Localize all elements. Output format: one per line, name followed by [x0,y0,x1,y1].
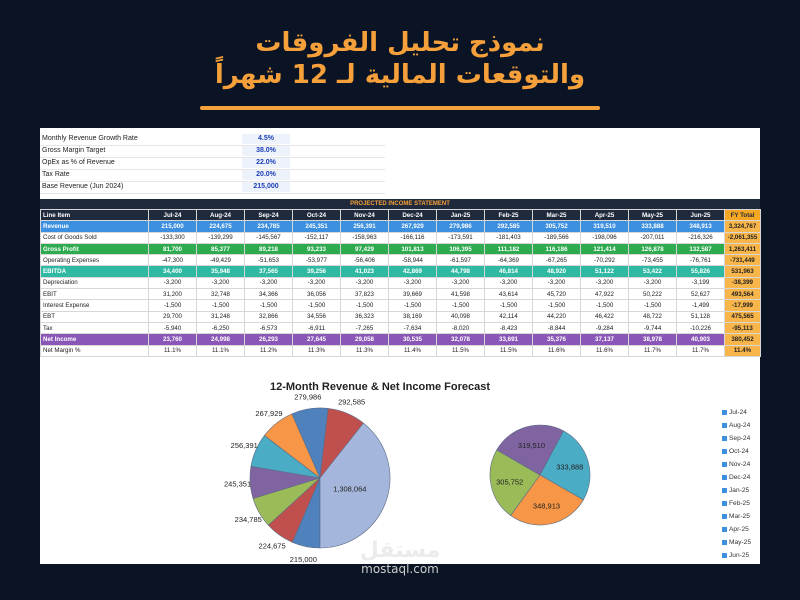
table-cell[interactable]: 51,122 [581,266,629,277]
legend-swatch [722,436,727,441]
table-cell[interactable]: 48,722 [629,311,677,322]
table-cell[interactable]: 31,200 [149,289,197,300]
legend-item [722,406,751,419]
table-cell[interactable]: -51,653 [245,255,293,266]
table-cell[interactable]: 52,627 [677,289,725,300]
page-title-line-1: نموذج تحليل الفروقات [255,28,545,58]
table-cell[interactable]: 11.2% [245,345,293,356]
table-cell[interactable]: 42,114 [485,311,533,322]
legend-item [722,523,751,536]
month-header: Jul-24 [149,210,197,221]
table-cell[interactable]: 51,128 [677,311,725,322]
legend-swatch [722,462,727,467]
table-cell[interactable]: 34,556 [293,311,341,322]
month-header: Jun-25 [677,210,725,221]
legend-label: Apr-25 [729,526,749,533]
legend-swatch [722,423,727,428]
legend-label: Oct-24 [729,448,749,455]
pie-slice-label: 333,888 [556,462,584,472]
row-label: Revenue [41,221,149,232]
table-cell[interactable]: 126,878 [629,243,677,254]
table-cell[interactable]: -67,265 [533,255,581,266]
table-cell[interactable]: 34,400 [149,266,197,277]
legend-label: Jan-25 [729,487,750,494]
table-cell[interactable]: 279,986 [437,221,485,232]
table-cell[interactable]: 34,366 [245,289,293,300]
table-cell[interactable]: 333,888 [629,221,677,232]
table-cell[interactable]: 97,429 [341,243,389,254]
table-cell[interactable]: 89,218 [245,243,293,254]
legend-item [722,432,751,445]
table-cell[interactable]: 33,691 [485,334,533,345]
assumption-label: Monthly Revenue Growth Rate [42,135,138,142]
month-header: Nov-24 [341,210,389,221]
fy-total-cell[interactable]: 11.4% [725,345,761,356]
table-cell[interactable]: 29,058 [341,334,389,345]
table-cell[interactable]: 43,614 [485,289,533,300]
table-cell[interactable]: -173,591 [437,232,485,243]
pie-slice-label: 224,675 [258,541,286,551]
table-cell[interactable]: -1,500 [197,300,245,311]
table-cell[interactable]: 45,720 [533,289,581,300]
month-header: Sep-24 [245,210,293,221]
table-cell[interactable]: 41,598 [437,289,485,300]
table-cell[interactable]: -3,200 [341,277,389,288]
table-cell[interactable]: 39,256 [293,266,341,277]
fy-total-cell[interactable]: 1,263,411 [725,243,761,254]
table-cell[interactable]: -139,299 [197,232,245,243]
assumption-label: Tax Rate [42,171,70,178]
table-cell[interactable]: 11.6% [533,345,581,356]
page-title-line-2: والتوقعات المالية لـ 12 شهراً [214,60,586,90]
table-cell[interactable]: -7,634 [389,322,437,333]
month-header: Jan-25 [437,210,485,221]
table-cell[interactable]: 224,675 [197,221,245,232]
fy-total-cell[interactable]: -38,399 [725,277,761,288]
table-cell[interactable]: -9,284 [581,322,629,333]
legend-item [722,458,751,471]
table-cell[interactable]: -1,500 [245,300,293,311]
table-cell[interactable]: 11.5% [437,345,485,356]
legend-swatch [722,488,727,493]
spreadsheet [40,128,760,564]
row-label: Cost of Goods Sold [41,232,149,243]
table-cell[interactable]: -56,406 [341,255,389,266]
legend-swatch [722,475,727,480]
row-label: Operating Expenses [41,255,149,266]
table-cell[interactable]: 215,000 [149,221,197,232]
table-cell[interactable]: -7,265 [341,322,389,333]
legend-item [722,471,751,484]
table-cell[interactable]: -8,423 [485,322,533,333]
fy-total-cell[interactable]: 531,963 [725,266,761,277]
table-cell[interactable]: 93,233 [293,243,341,254]
table-cell[interactable]: -152,117 [293,232,341,243]
row-label: EBIT [41,289,149,300]
table-row [41,322,761,333]
table-cell[interactable]: 24,998 [197,334,245,345]
table-cell[interactable]: 11.7% [629,345,677,356]
table-cell[interactable]: 11.1% [149,345,197,356]
table-cell[interactable]: -216,326 [677,232,725,243]
table-cell[interactable]: -3,199 [677,277,725,288]
table-row [41,277,761,288]
fy-total-cell[interactable]: 380,452 [725,334,761,345]
table-cell[interactable]: -3,200 [533,277,581,288]
table-cell[interactable]: 11.6% [581,345,629,356]
legend-item [722,549,751,562]
table-cell[interactable]: 44,220 [533,311,581,322]
fy-total-cell[interactable]: -2,061,355 [725,232,761,243]
legend-item [722,484,751,497]
table-cell[interactable]: 106,395 [437,243,485,254]
table-cell[interactable]: -3,200 [293,277,341,288]
table-cell[interactable]: -1,499 [677,300,725,311]
row-label: EBITDA [41,266,149,277]
table-row [41,311,761,322]
table-cell[interactable]: 305,752 [533,221,581,232]
table-cell[interactable]: 11.7% [677,345,725,356]
legend-label: Feb-25 [729,500,750,507]
table-header-row [41,210,761,221]
month-header: May-25 [629,210,677,221]
table-cell[interactable]: 26,293 [245,334,293,345]
assumption-label: Base Revenue (Jun 2024) [42,183,124,190]
table-cell[interactable]: -5,940 [149,322,197,333]
table-cell[interactable]: 39,669 [389,289,437,300]
legend-swatch [722,540,727,545]
table-cell[interactable]: 46,422 [581,311,629,322]
assumption-label: Gross Margin Target [42,147,106,154]
table-cell[interactable]: 121,414 [581,243,629,254]
pie-slice-label: 319,510 [517,441,546,451]
legend-item [722,497,751,510]
assumption-value[interactable]: 38.0% [242,146,290,156]
table-cell[interactable]: -3,200 [629,277,677,288]
row-label: Gross Profit [41,243,149,254]
legend-label: Nov-24 [729,461,751,468]
fy-total-cell[interactable]: -17,999 [725,300,761,311]
assumptions-block [40,134,385,194]
table-cell[interactable]: 37,565 [245,266,293,277]
pie-slice-label: 267,929 [255,409,283,419]
table-cell[interactable]: 234,785 [245,221,293,232]
title-underline [200,106,600,110]
table-cell[interactable]: 38,169 [389,311,437,322]
table-row [41,243,761,254]
assumption-row [40,134,385,146]
table-cell[interactable]: -64,369 [485,255,533,266]
watermark [350,540,450,576]
table-cell[interactable]: 11.4% [389,345,437,356]
month-header: Mar-25 [533,210,581,221]
legend-swatch [722,410,727,415]
table-cell[interactable]: -3,200 [149,277,197,288]
legend-label: May-25 [729,539,751,546]
table-cell[interactable]: 46,814 [485,266,533,277]
table-cell[interactable]: -1,500 [389,300,437,311]
table-row [41,266,761,277]
watermark-arabic: مستقل [359,538,441,563]
table-cell[interactable]: 11.3% [341,345,389,356]
table-cell[interactable]: -3,200 [437,277,485,288]
table-cell[interactable]: -8,844 [533,322,581,333]
table-cell[interactable]: 11.3% [293,345,341,356]
line-item-header: Line Item [41,210,149,221]
legend-label: Jul-24 [729,409,747,416]
table-cell[interactable]: 30,535 [389,334,437,345]
row-label: Net Margin % [41,345,149,356]
assumption-row [40,170,385,182]
income-statement-table [40,209,761,357]
table-cell[interactable]: -158,963 [341,232,389,243]
table-cell[interactable]: -73,455 [629,255,677,266]
legend-item [722,510,751,523]
table-cell[interactable]: -3,200 [581,277,629,288]
month-header: Dec-24 [389,210,437,221]
assumption-value[interactable]: 20.0% [242,170,290,180]
table-cell[interactable]: 37,137 [581,334,629,345]
chart-legend [722,406,751,562]
table-cell[interactable]: 292,585 [485,221,533,232]
table-cell[interactable]: -1,500 [293,300,341,311]
table-cell[interactable]: 40,098 [437,311,485,322]
table-cell[interactable]: -49,429 [197,255,245,266]
legend-label: Aug-24 [729,422,751,429]
table-cell[interactable]: -53,977 [293,255,341,266]
table-row [41,345,761,356]
legend-swatch [722,553,727,558]
legend-item [722,419,751,432]
legend-label: Mar-25 [729,513,750,520]
table-cell[interactable]: -1,500 [629,300,677,311]
table-cell[interactable]: 53,422 [629,266,677,277]
table-cell[interactable]: 267,929 [389,221,437,232]
table-cell[interactable]: -1,500 [581,300,629,311]
assumption-row [40,146,385,158]
fy-total-cell[interactable]: 3,324,767 [725,221,761,232]
table-cell[interactable]: 116,186 [533,243,581,254]
table-cell[interactable]: -3,200 [485,277,533,288]
fy-total-cell[interactable]: -95,113 [725,322,761,333]
table-cell[interactable]: 319,510 [581,221,629,232]
legend-item [722,536,751,549]
month-header: Aug-24 [197,210,245,221]
table-cell[interactable]: 32,866 [245,311,293,322]
table-row [41,255,761,266]
legend-swatch [722,514,727,519]
pie-slice-label: 348,913 [532,501,561,511]
month-header: Oct-24 [293,210,341,221]
legend-item [722,445,751,458]
fy-total-cell[interactable]: 493,564 [725,289,761,300]
table-cell[interactable]: -189,566 [533,232,581,243]
table-row [41,289,761,300]
table-cell[interactable]: -10,226 [677,322,725,333]
table-cell[interactable]: 27,645 [293,334,341,345]
pie-slice-label: 256,391 [230,441,258,451]
table-cell[interactable]: 37,823 [341,289,389,300]
row-label: Net Income [41,334,149,345]
month-header: Apr-25 [581,210,629,221]
table-cell[interactable]: -58,944 [389,255,437,266]
table-cell[interactable]: 23,760 [149,334,197,345]
table-cell[interactable]: -1,500 [485,300,533,311]
table-cell[interactable]: 50,222 [629,289,677,300]
table-cell[interactable]: -1,500 [149,300,197,311]
table-cell[interactable]: -61,597 [437,255,485,266]
table-cell[interactable]: -3,200 [245,277,293,288]
table-cell[interactable]: 47,922 [581,289,629,300]
statement-title: PROJECTED INCOME STATEMENT [40,199,760,209]
pie-slice-label: 234,785 [234,514,262,524]
table-cell[interactable]: 31,248 [197,311,245,322]
watermark-latin: mostaql.com [361,562,439,576]
row-label: Depreciation [41,277,149,288]
table-cell[interactable]: 256,391 [341,221,389,232]
table-cell[interactable]: -3,200 [197,277,245,288]
assumption-row [40,182,385,194]
table-cell[interactable]: 35,948 [197,266,245,277]
table-cell[interactable]: 42,869 [389,266,437,277]
table-cell[interactable]: 245,351 [293,221,341,232]
table-cell[interactable]: -70,292 [581,255,629,266]
fy-total-cell[interactable]: -731,449 [725,255,761,266]
legend-swatch [722,527,727,532]
month-header: Feb-25 [485,210,533,221]
legend-label: Jun-25 [729,552,750,559]
table-cell[interactable]: -207,011 [629,232,677,243]
pie-slice-label: 245,351 [224,479,252,489]
table-cell[interactable]: 85,377 [197,243,245,254]
legend-swatch [722,501,727,506]
assumption-label: OpEx as % of Revenue [42,159,115,166]
table-cell[interactable]: 348,913 [677,221,725,232]
table-cell[interactable]: 32,748 [197,289,245,300]
table-cell[interactable]: 101,813 [389,243,437,254]
table-cell[interactable]: 55,826 [677,266,725,277]
pie-slice-label: 1,308,064 [333,484,367,494]
assumption-row [40,158,385,170]
pie-slice-label: 215,000 [289,554,317,564]
table-cell[interactable]: 41,023 [341,266,389,277]
table-cell[interactable]: 35,376 [533,334,581,345]
table-row [41,221,761,232]
chart-title: 12-Month Revenue & Net Income Forecast [269,381,491,393]
table-cell[interactable]: -181,403 [485,232,533,243]
fy-total-header: FY Total [725,210,761,221]
pie-slice-label: 305,752 [496,477,524,487]
table-cell[interactable]: 38,978 [629,334,677,345]
assumption-value[interactable]: 4.5% [242,134,290,144]
row-label: EBT [41,311,149,322]
table-cell[interactable]: 132,587 [677,243,725,254]
table-cell[interactable]: -3,200 [389,277,437,288]
table-cell[interactable]: 32,078 [437,334,485,345]
row-label: Interest Expense [41,300,149,311]
table-cell[interactable]: -198,096 [581,232,629,243]
table-cell[interactable]: 36,056 [293,289,341,300]
fy-total-cell[interactable]: 475,565 [725,311,761,322]
table-cell[interactable]: -1,500 [341,300,389,311]
table-cell[interactable]: -8,020 [437,322,485,333]
table-cell[interactable]: 81,700 [149,243,197,254]
table-cell[interactable]: 40,903 [677,334,725,345]
table-cell[interactable]: 29,700 [149,311,197,322]
pie-slice-label: 279,986 [294,392,322,402]
table-row [41,232,761,243]
table-cell[interactable]: -1,500 [437,300,485,311]
table-cell[interactable]: -6,573 [245,322,293,333]
table-cell[interactable]: 111,182 [485,243,533,254]
table-cell[interactable]: -6,250 [197,322,245,333]
legend-label: Dec-24 [729,474,751,481]
table-cell[interactable]: 44,798 [437,266,485,277]
table-cell[interactable]: -47,300 [149,255,197,266]
table-cell[interactable]: 11.5% [485,345,533,356]
assumption-value[interactable]: 22.0% [242,158,290,168]
table-row [41,334,761,345]
table-cell[interactable]: -76,761 [677,255,725,266]
table-cell[interactable]: -1,500 [533,300,581,311]
table-cell[interactable]: -133,300 [149,232,197,243]
pie-slice-label: 292,585 [338,397,366,407]
table-cell[interactable]: 48,920 [533,266,581,277]
legend-label: Sep-24 [729,435,751,442]
table-cell[interactable]: -9,744 [629,322,677,333]
table-cell[interactable]: -6,911 [293,322,341,333]
table-cell[interactable]: 11.1% [197,345,245,356]
row-label: Tax [41,322,149,333]
legend-swatch [722,449,727,454]
table-cell[interactable]: -145,567 [245,232,293,243]
table-row [41,300,761,311]
table-cell[interactable]: 36,323 [341,311,389,322]
table-cell[interactable]: -166,116 [389,232,437,243]
assumption-value[interactable]: 215,000 [242,182,290,192]
